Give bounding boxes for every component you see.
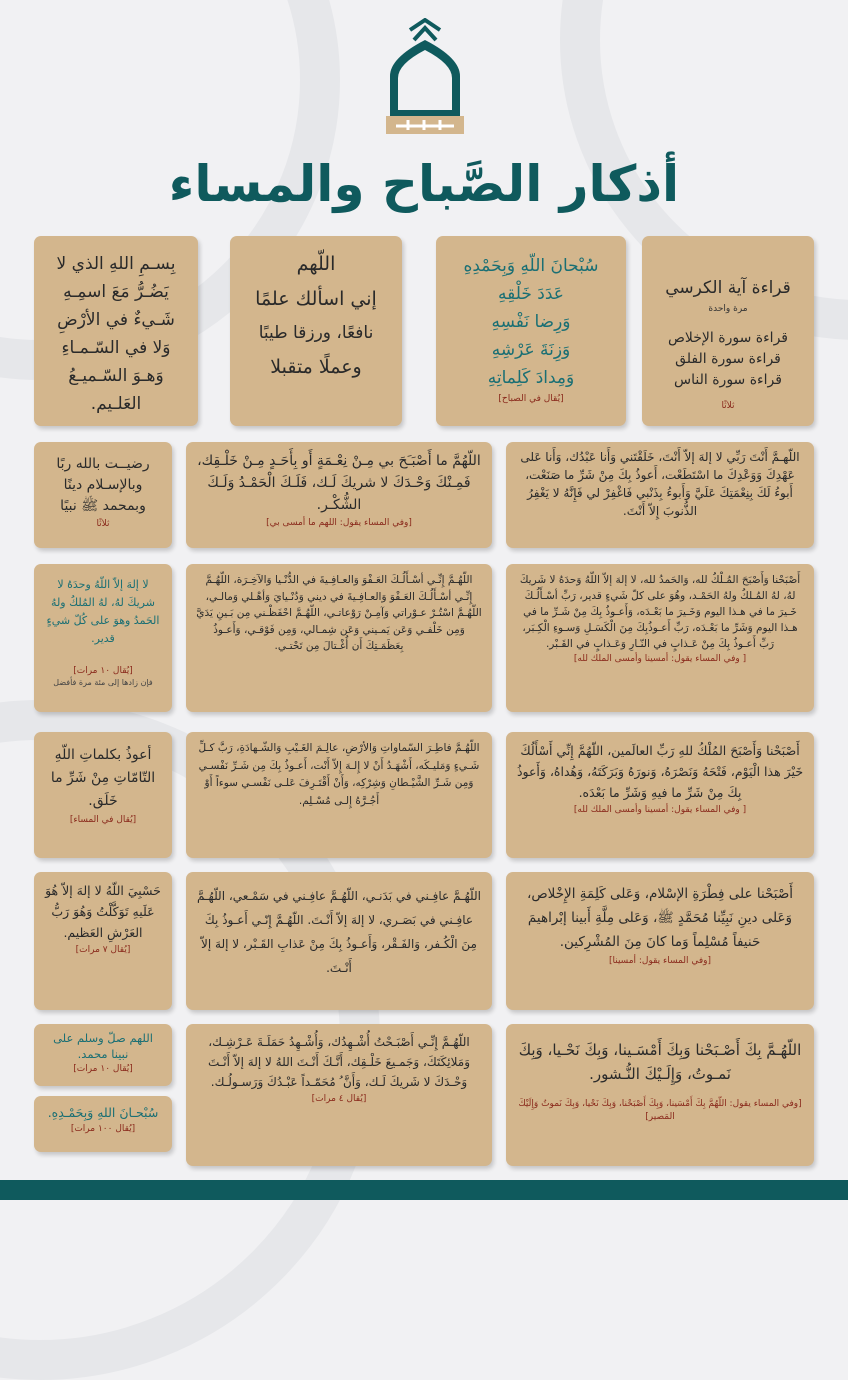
card-line: اللّهم <box>296 253 336 275</box>
card-text: اللّهُمَّ ما أَصْبَـَحَ بي مِـنْ نِعْـمَةٍ أَو بِأَحَـدٍ مِـنْ خَلْـقِك، فَمِـنْكَ وَحْـدَكَ لا شريكَ لَـك، فَلَـكَ الْحَمْـدُ وَلَـكَ الشُّكْـر. <box>197 453 481 513</box>
card-title: قراءة آية الكرسي <box>665 278 791 298</box>
card-text: حَسْبِيَ اللّهُ لا إلهَ إلاّ هُوَ عَلَيهِ تَوَكَّلْتُ وَهُوَ رَبُّ العَرْشِ العَظيم. <box>45 883 161 940</box>
card-text: اللّهـمَّ أَنْتَ رَبِّي لا إلهَ إلاّ أَنْتَ، خَلَقْتَني وَأَنا عَبْدُك، وَأَنا عَلى عَهْدِكَ وَوَعْدِكَ ما اسْتَطَعْت، أَعوذُ بِكَ مِنْ شَرِّ ما صَنَعْت، أَبوءُ لَكَ بِنِعْمَتِكَ عَلَيَّ وَأَبوءُ بِذَنْبي فَاغْفِرْ لي فَإِنَّهُ لا يَغْفِرُ الذُّنوبَ إِلاّ أَنْتَ. <box>520 450 800 518</box>
card-text: أَصْبَحْنا وَأَصْبَحَ المُلْكُ للهِ رَبِّ العالَمين، اللّهُمَّ إِنِّي أَسْأَلُكَ خَيْرَ هذا الْيَوْم، فَتْحَهُ وَنَصْرَهُ، وَنورَهُ وَبَرَكَتَهُ، وَهُداهُ، وَأَعوذُ بِكَ مِنْ شَرِّ ما فيهِ وَشَرِّ ما بَعْدَه. <box>516 743 804 800</box>
card-note: [وفي المساء يقول: أمسينا] <box>608 956 711 966</box>
card-note: [يُقال ١٠ مرات] <box>73 666 133 676</box>
card-text: اللّهُـمَّ عافِـني في بَدَنـي، اللّهُـمَّ عافِـني في سَمْـعي، اللّهُـمَّ عافِـني في بَصَـري، لا إلهَ إلاّ أَنْـتَ. اللّهُـمَّ إِنّـي أَعـوذُ بِكَ مِنَ الْكُـفر، وَالفَـقْر، وَأَعـوذُ بِكَ مِنْ عَذابِ القَـبْر، لا إلهَ إلاّ أَنْـتَ. <box>197 889 481 975</box>
page-title: أذكار الصَّباح والمساء <box>168 155 680 213</box>
card-salawat <box>34 1024 172 1086</box>
card-note: [يُقال ١٠ مرات] <box>73 1064 133 1074</box>
card-asbahna-mulk-lillah <box>506 564 814 712</box>
card-subhan-allah <box>436 236 626 426</box>
card-text: اللّهُـمَّ بِكَ أَصْـبَحْنا وَبِكَ أَمْسَـينا، وَبِكَ نَحْـيا، وَبِكَ نَمـوتُ، وَإِلَـيْكَ النُّـشور. <box>518 1041 802 1083</box>
card-ushhiduka <box>186 1024 492 1166</box>
card-hasbiya-allah <box>34 872 172 1010</box>
footer-bar <box>0 1180 848 1200</box>
card-note: [وفي المساء يقول: اللهم ما أمسى بي] <box>266 518 412 528</box>
card-ilman-nafian <box>230 236 402 426</box>
card-note: ثلاثًا <box>96 519 110 529</box>
card-fatir-as-samawat <box>186 732 492 858</box>
card-note: [يُقال في الصباح] <box>498 394 564 404</box>
card-note: [يُقال ١٠٠ مرات] <box>70 1124 136 1134</box>
card-text: اللّهُـمَّ فاطِـرَ السّماواتِ وَالأرْضِ، عالِـمَ الغَـيْبِ وَالشّـهادَةِ، رَبَّ كـلِّ شَـيءٍ وَمَليـكَه، أَشْهَـدُ أَنْ لا إِلـهَ إِلاّ أَنْت، أَعـوذُ بِكَ مِن شَـرِّ نَفْسـي وَمِن شَـرِّ الشَّيْـطانِ وَشِرْكِه، وَأَنْ أَقْتَـرِفَ عَلـى نَفْسـي سوءاً أَوْ أَجُـرَّهُ إِلـى مُسْـلِم. <box>198 742 480 807</box>
card-line: وعملًا متقبلا <box>270 356 362 378</box>
card-line: وَزِنَةَ عَرْشِهِ <box>491 340 571 360</box>
card-note: [ وفي المساء يقول: أمسينا وأمسى الملك لله] <box>573 805 747 815</box>
card-fitrat-al-islam <box>506 872 814 1010</box>
card-la-ilaha-illallah <box>34 564 172 712</box>
card-asbahna-rabb-al-alamin <box>506 732 814 858</box>
school-logo <box>384 18 466 136</box>
card-text: اللّهُـمَّ إِنِّـي أَصْبَـحْتُ أُشْـهِدُك، وَأُشْـهِدُ حَمَلَـةَ عَـرْشِـك، وَمَلائِكَتَكَ، وَجَمـيعَ خَلْـقِك، أَنَّـكَ أَنْـتَ اللهُ لا إلهَ إلاّ أَنْـتَ وَحْـدَكَ لا شَريكَ لَـك، وَأَنَّ ُ مُحَمّـداً عَبْـدُكَ وَرَسـولُـك. <box>207 1035 470 1089</box>
card-note: [يُقال في المساء] <box>69 815 137 825</box>
card-note: ثلاثًا <box>721 401 735 411</box>
card-note: [يُقال ٧ مرات] <box>75 945 131 955</box>
card-afini-fi-badani <box>186 872 492 1010</box>
card-text: أَصْبَحْنا على فِطْرَةِ الإسْلام، وَعَلى كَلِمَةِ الإِخْلاص، وَعَلى دينِ نَبِيِّنا مُحَمَّدٍ ﷺ، وَعَلى مِلَّةِ أَبينا إبْراهيمَ حَنيفاً مُسْلِماً وَما كانَ مِنَ المُشْرِكين. <box>526 886 794 950</box>
card-line: قراءة سورة الناس <box>674 372 782 388</box>
card-note: فإن زادها إلى مئة مرة فأفضل <box>53 678 153 687</box>
card-line: وَرِضا نَفْسِهِ <box>491 312 571 332</box>
card-ayat-al-kursi <box>642 236 814 426</box>
card-al-afw-wal-afiyah <box>186 564 492 712</box>
card-line: إني اسألك علمًا <box>255 288 377 310</box>
card-line: وَمِدادَ كَلِماتِهِ <box>487 368 575 388</box>
card-text: سُبْحـانَ اللهِ وَبِحَمْـدِهِ. <box>47 1105 159 1120</box>
card-text: اللهم صلّ وسلم على نبينا محمد. <box>53 1031 153 1061</box>
card-line: سُبْحانَ اللّهِ وَبِحَمْدِهِ <box>463 256 599 276</box>
card-line: نافعًا، ورزقا طيبًا <box>258 323 374 343</box>
card-allahumma-bika <box>506 1024 814 1166</box>
card-text: أَصْبَحْنا وَأَصْبَحَ المُـلْكُ لله، وَالحَمدُ لله، لا إلهَ إلاّ اللّهُ وَحدَهُ لا شَريكَ لهُ، لهُ المُـلكُ ولهُ الحَمْـد، وهُوَ على كلّ شَيءٍ قدير، رَبِّ أسْـأَلُـكَ خَـيرَ ما في هـذا اليوم وَخَـيرَ ما بَعْـدَه، وَأَعـوذُ بِكَ مِنْ شَـرِّ ما في هـذا اليوم وَشَرِّ ما بَعْـدَه، رَبِّ أَعـوذُبِكَ مِنَ الْكَسَـلِ وَسـوءِ الْكِـبَر، رَبِّ أَعـوذُ بِكَ مِنْ عَـذابٍ في النّـارِ وَعَـذابٍ في القَـبْر. <box>519 574 801 650</box>
card-text: أعوذُ بكلماتِ اللّهِ التّامّاتِ مِنْ شَرِّ ما خَلَق. <box>50 747 156 809</box>
card-subhan-allah-100 <box>34 1096 172 1152</box>
card-sayyid-al-istighfar <box>506 442 814 548</box>
card-line: عَدَدَ خَلْقِهِ <box>498 284 564 304</box>
card-text: رضيــت بالله ربًا وبالإسـلام دينًا وبمحمد ﷺ نبيًا <box>56 456 150 514</box>
card-bismillah <box>34 236 198 426</box>
card-line: قراءة سورة الفلق <box>675 351 781 367</box>
card-note: [يُقال ٤ مرات] <box>311 1094 367 1104</box>
card-text: لا إلهَ إلاّ اللّهُ وحدَهُ لا شريكَ لهُ، لهُ المُلكُ ولهُ الحَمدُ وهوَ على كُلّ شيءٍ قدير. <box>46 578 160 645</box>
card-line: قراءة سورة الإخلاص <box>668 330 788 346</box>
card-note: [وفي المساء يقول: اللّهُمَّ بِكَ أَمْسَينا، وَبِكَ أَصْبَحْنا، وَبِكَ نَحْيا، وَبِكَ نَموتُ وَإِلَيْكَ المَصير] <box>518 1099 802 1122</box>
card-ma-asbaha-bi <box>186 442 492 548</box>
card-text: بِسـمِ اللهِ الذي لا يَضُـرُّ مَعَ اسمِـهِ شَـيءٌ في الأرْضِ وَلا في السّـمـاءِ وَهـوَ السّـميـعُ العَلـيم. <box>56 254 176 414</box>
card-kalimat-tammat <box>34 732 172 858</box>
card-note: [ وفي المساء يقول: أمسينا وأمسى الملك لله] <box>573 654 747 664</box>
card-radeetu <box>34 442 172 548</box>
card-subtitle: مرة واحدة <box>708 304 748 314</box>
card-text: اللّهُـمَّ إِنِّـي أسْـأَلُـكَ العَـفْوَ وَالعـافِـيةَ في الدُّنْـيا وَالآخِـرَة، اللّهُـمَّ إِنِّـي أسْـأَلُـكَ العَـفْوَ وَالعـافِـيةَ في ديني وَدُنْـيايَ وَأهْـلي وَمالـي، اللّهُـمَّ اسْتُـرْ عـوْراتي وَآمِـنْ رَوْعاتـي، اللّهُـمَّ احْفَظْـني مِن بَـينِ يَدَيَّ وَمِن خَلْفـي وَعَن يَمـيني وَعَن شِمـالي، وَمِن فَوْقـي، وَأَعـوذُ بِعَظَمَـتِكَ أَن أُغْـتالَ مِن تَحْتـي. <box>196 574 482 652</box>
